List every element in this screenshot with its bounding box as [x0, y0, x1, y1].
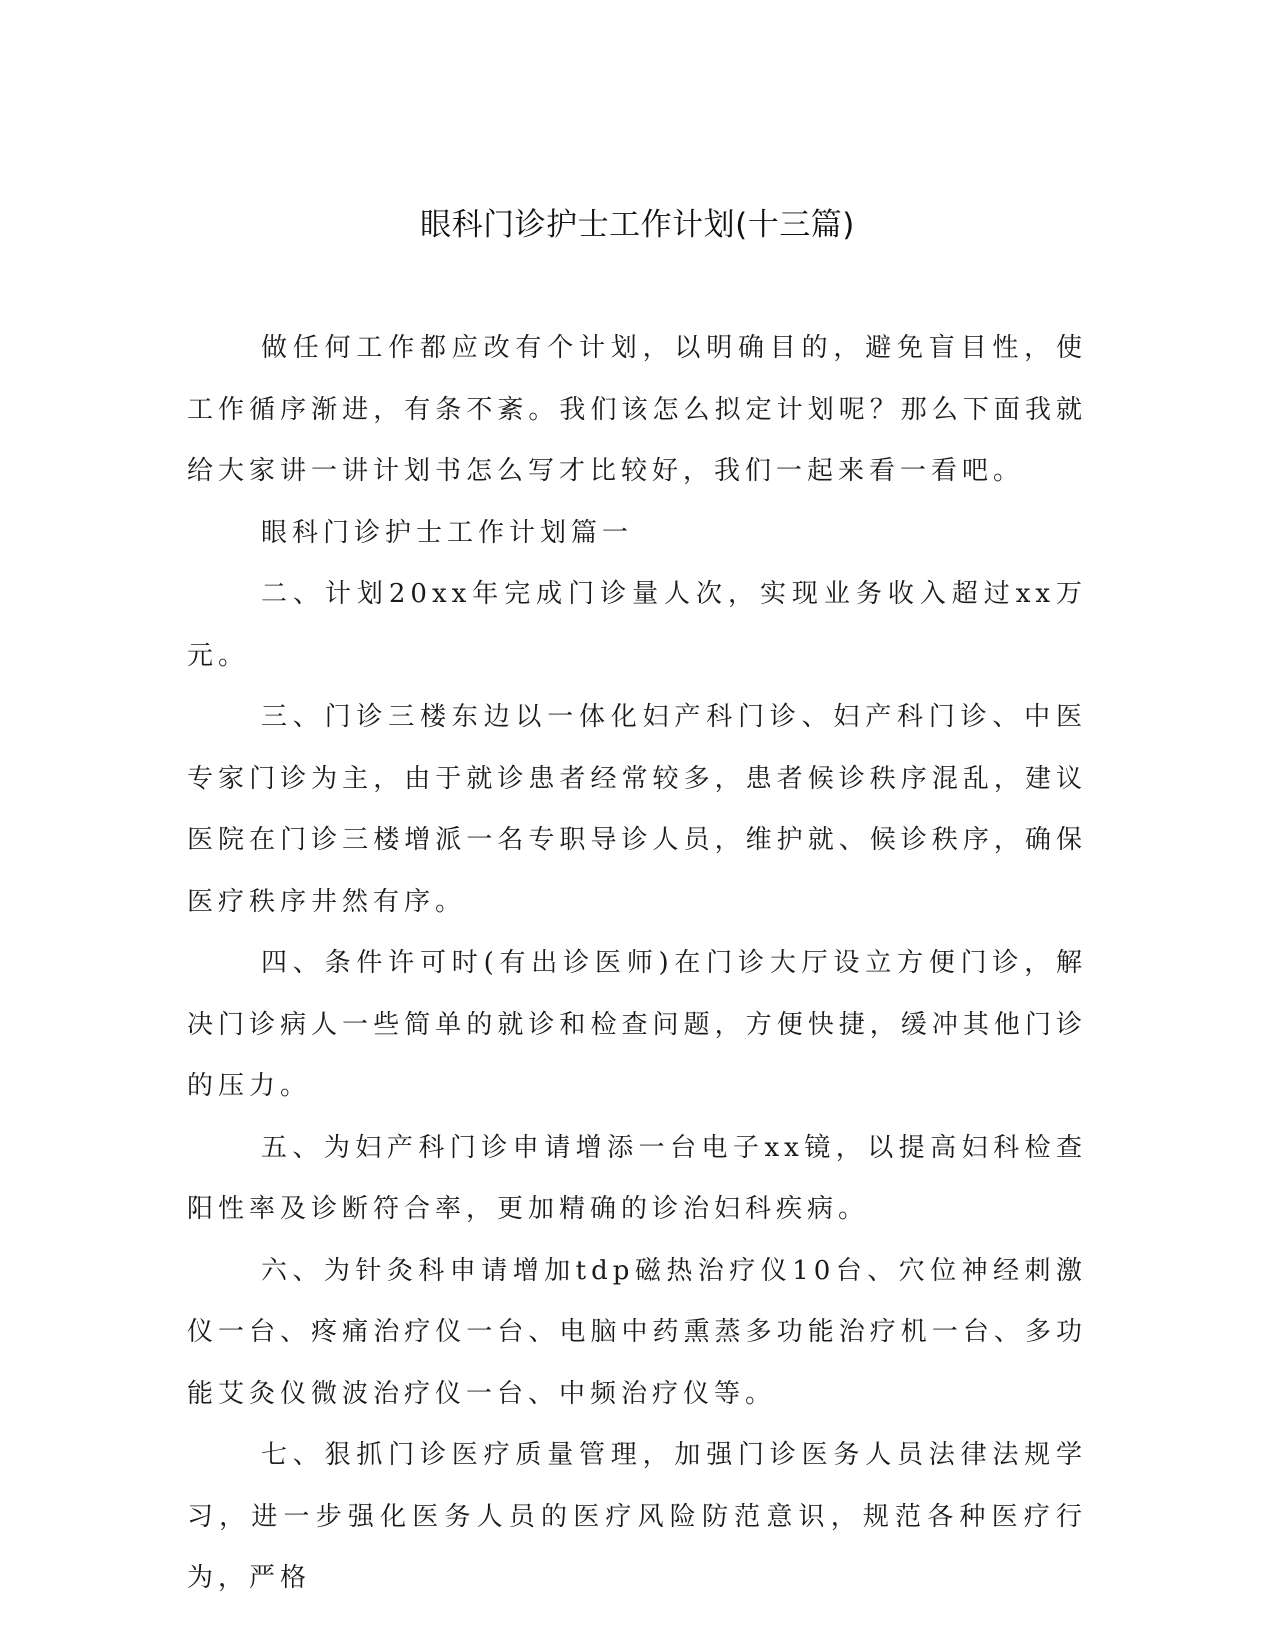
paragraph-item-2: 二、计划20xx年完成门诊量人次，实现业务收入超过xx万元。: [187, 579, 1087, 671]
section-heading: 眼科门诊护士工作计划篇一: [261, 517, 634, 548]
document-title: 眼科门诊护士工作计划(十三篇): [420, 207, 855, 243]
paragraph-item-6: 六、为针灸科申请增加tdp磁热治疗仪10台、穴位神经刺激仪一台、疼痛治疗仪一台、电脑中药熏蒸多功能治疗机一台、多功能艾灸仪微波治疗仪一台、中频治疗仪等。: [187, 1255, 1087, 1409]
paragraph-item-4: 四、条件许可时(有出诊医师)在门诊大厅设立方便门诊，解决门诊病人一些简单的就诊和检查问题，方便快捷，缓冲其他门诊的压力。: [187, 948, 1087, 1101]
document-body: [187, 318, 1087, 1610]
paragraph-item-3: 三、门诊三楼东边以一体化妇产科门诊、妇产科门诊、中医专家门诊为主，由于就诊患者经常较多，患者候诊秩序混乱，建议医院在门诊三楼增派一名专职导诊人员，维护就、候诊秩序，确保医疗秩序井然有序。: [187, 702, 1087, 917]
intro-paragraph: 做任何工作都应改有个计划，以明确目的，避免盲目性，使工作循序渐进，有条不紊。我们该怎么拟定计划呢？那么下面我就给大家讲一讲计划书怎么写才比较好，我们一起来看一看吧。: [187, 333, 1087, 486]
paragraph-item-7: 七、狠抓门诊医疗质量管理，加强门诊医务人员法律法规学习，进一步强化医务人员的医疗风险防范意识，规范各种医疗行为，严格: [187, 1440, 1087, 1593]
paragraph-item-5: 五、为妇产科门诊申请增添一台电子xx镜，以提高妇科检查阳性率及诊断符合率，更加精确的诊治妇科疾病。: [187, 1132, 1087, 1224]
